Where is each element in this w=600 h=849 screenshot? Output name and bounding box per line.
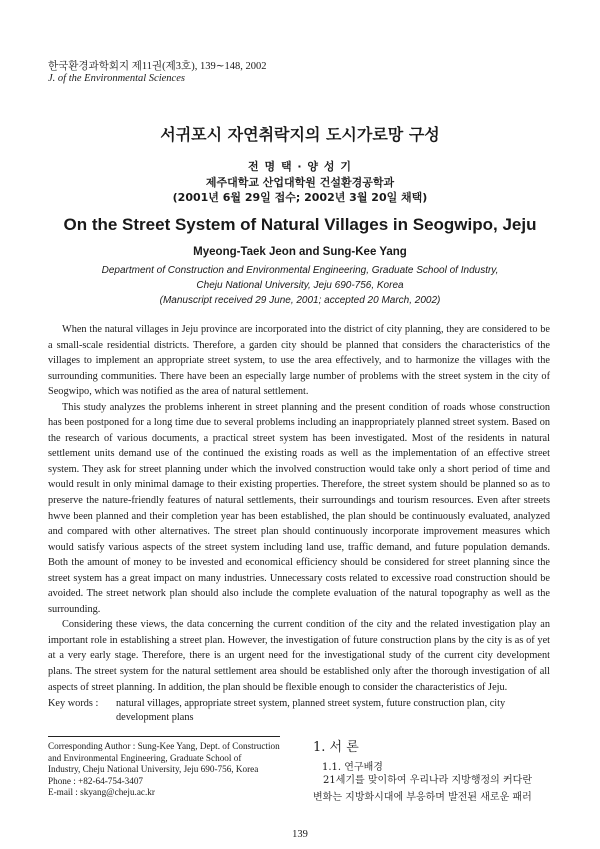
paper-title-kr: 서귀포시 자연취락지의 도시가로망 구성	[160, 125, 440, 144]
manuscript-dates: (Manuscript received 29 June, 2001; accepted 20 March, 2002)	[159, 295, 441, 306]
section-heading: 1. 서 론	[313, 740, 359, 755]
keywords-label: Key words :	[48, 698, 99, 709]
abstract-paragraph: This study analyzes the problems inherent in street planning and the present condition of roads whose construction has been postponed for a long time due to several problems including an inappropriately planned street system. Based on the research of various documents, a practical street system has been investigated. Most of the residents in natural settlement units demand use of the continued the existing roads as well as the implementation of an effective street system. They ask for street planning under which the involved construction would take only a short period of time and would result in only minimal damage to their existing properties. Therefore, the street system should be planned so as to preserve the nature-friendly features of natural settlements, their surroundings and tourism resources. Even after streets hwve been planned and their completion year has been established, the plan should be continuously evaluated, analyzed and compared with other alternatives. The street plan should continuously incorporate improvement measures which would satisfy various aspects of the street system including land use, traffic demand, and future population demands. Both the amount of money to be invested and economical efficiency should be considered for street planning since the street system has a great impact on many industries. Unnecessary costs related to excessive road construction should be avoided. The street network plan should also include the complete evaluation of the natural topography as well as the surrounding.	[48, 401, 550, 615]
keywords-text: natural villages, appropriate street system, planned street system, future construction plan, city development plans	[116, 698, 506, 723]
abstract	[48, 322, 550, 695]
received-dates-kr: (2001년 6월 29일 접수; 2002년 3월 20일 채택)	[172, 191, 428, 204]
footnote-email: E-mail : skyang@cheju.ac.kr	[48, 787, 155, 798]
paper-title-en: On the Street System of Natural Villages in Seogwipo, Jeju	[63, 215, 537, 234]
corresponding-author-footnote	[48, 741, 284, 799]
footnote-line: and Environmental Engineering, Graduate School of	[48, 752, 242, 763]
body-line: 21세기를 맞이하여 우리나라 지방행정의 커다란	[323, 775, 532, 786]
abstract-paragraph: When the natural villages in Jeju province are incorporated into the district of city planning, they are considered to be a small-scale residential districts. Therefore, a garden city should be planned that considers the characteristics of the villages to implement an appropriate street system, to use the area effectively, and to harmonize the villages with the surrounding communities. There have been an especially large number of problems with the street system in the city of Seogwipo, which was notified as the area of natural settlement.	[48, 324, 550, 398]
keywords	[48, 697, 550, 725]
affiliation-line: Cheju National University, Jeju 690-756, Korea	[196, 280, 404, 291]
subsection-heading: 1.1. 연구배경	[322, 762, 383, 773]
footnote-phone: Phone : +82-64-754-3407	[48, 775, 144, 786]
authors-kr: 전 명 택 · 양 성 기	[248, 160, 352, 173]
body-line: 변화는 지방화시대에 부응하며 발전된 새로운 패러	[313, 792, 532, 803]
footnote-line: Corresponding Author : Sung-Kee Yang, Dept. of Construction	[48, 741, 280, 751]
footnote-divider	[48, 736, 280, 737]
footnote-line: Industry, Cheju National University, Jeju 690-756, Korea	[48, 764, 259, 775]
page-number: 139	[292, 829, 308, 840]
journal-name-en: J. of the Environmental Sciences	[48, 73, 185, 84]
affiliation-line: Department of Construction and Environmental Engineering, Graduate School of Industry,	[101, 265, 499, 276]
abstract-paragraph: Considering these views, the data concerning the current condition of the city and the related investigation play an important role in establishing a street plan. However, the investigation of future construction plans by the city is as of yet at a very early stage. Therefore, there is an urgent need for the investigational study of the current city development plans. The street system for the natural settlement area should be established only after the thorough investigation of all aspects of street planning. In addition, the plan should be flexible enough to consider the characteristics of Jeju.	[48, 619, 550, 693]
journal-citation-kr: 한국환경과학회지 제11권(제3호), 139∼148, 2002	[48, 61, 267, 72]
body-text-kr	[313, 772, 553, 806]
department-kr: 제주대학교 산업대학원 건설환경공학과	[205, 176, 395, 189]
authors-en: Myeong-Taek Jeon and Sung-Kee Yang	[193, 246, 407, 258]
